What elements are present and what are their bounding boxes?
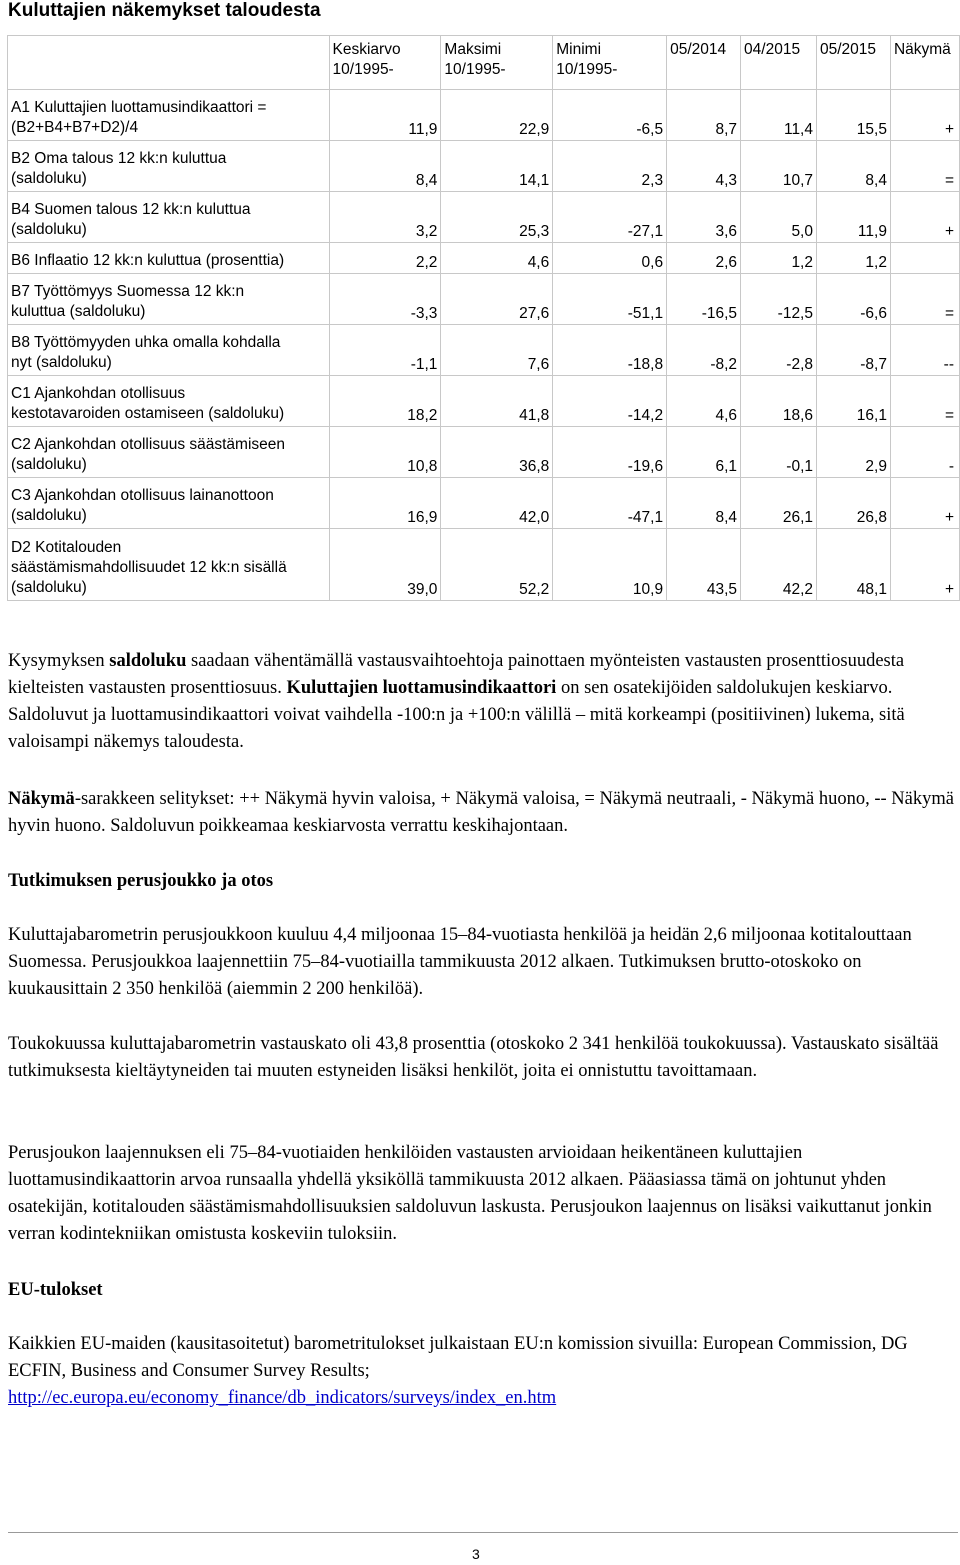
cell-p2: -12,5 [741,274,817,325]
cell-p2: -0,1 [741,427,817,478]
eu-results-link[interactable]: http://ec.europa.eu/economy_finance/db_indicators/surveys/index_en.htm [8,1388,557,1408]
cell-p1: 8,4 [667,478,741,529]
cell-minimi: 10,9 [553,529,667,601]
cell-maksimi: 36,8 [441,427,553,478]
cell-p1: -8,2 [667,325,741,376]
cell-maksimi: 27,6 [441,274,553,325]
nakyma-explanation [8,786,958,840]
footer-divider [8,1532,958,1533]
cell-p3: 16,1 [817,376,891,427]
cell-maksimi: 7,6 [441,325,553,376]
cell-nakyma: = [890,274,959,325]
row-label: B2 Oma talous 12 kk:n kuluttua (saldoluku) [8,141,330,192]
cell-p2: 5,0 [741,192,817,243]
text-span: -sarakkeen selitykset: ++ Näkymä hyvin valoisa, + Näkymä valoisa, = Näkymä neutraali, - Näkymä huono, -- Näkymä hyvin huono. Saldoluvun poikkeamaa keskiarvosta verrattu keskihajontaan. [8,789,954,836]
cell-minimi: -18,8 [553,325,667,376]
text-span: saadaan vähentämällä vastausvaihtoehtoja painottaen myönteisten vastausten prosenttiosuudesta kielteisten vastausten prosenttiosuus. [8,651,905,698]
cell-minimi: -47,1 [553,478,667,529]
cell-minimi: -14,2 [553,376,667,427]
cell-p2: 18,6 [741,376,817,427]
cell-nakyma: = [890,376,959,427]
cell-keskiarvo: 10,8 [329,427,441,478]
table-row [8,192,960,243]
row-label: C3 Ajankohdan otollisuus lainanottoon (saldoluku) [8,478,330,529]
cell-keskiarvo: 2,2 [329,243,441,274]
cell-maksimi: 22,9 [441,90,553,141]
consumer-indicators-table [7,35,960,601]
cell-nakyma [890,243,959,274]
cell-minimi: 0,6 [553,243,667,274]
cell-p1: -16,5 [667,274,741,325]
cell-keskiarvo: -1,1 [329,325,441,376]
cell-maksimi: 42,0 [441,478,553,529]
table-row [8,376,960,427]
cell-p3: 2,9 [817,427,891,478]
table-row [8,243,960,274]
row-label: B7 Työttömyys Suomessa 12 kk:n kuluttua (saldoluku) [8,274,330,325]
cell-p1: 3,6 [667,192,741,243]
cell-maksimi: 41,8 [441,376,553,427]
cell-p3: -6,6 [817,274,891,325]
cell-p3: 48,1 [817,529,891,601]
saldoluku-explanation [8,648,958,756]
cell-maksimi: 52,2 [441,529,553,601]
cell-maksimi: 14,1 [441,141,553,192]
row-label: B4 Suomen talous 12 kk:n kuluttua (saldoluku) [8,192,330,243]
cell-p3: 8,4 [817,141,891,192]
row-label: C1 Ajankohdan otollisuus kestotavaroiden ostamiseen (saldoluku) [8,376,330,427]
cell-maksimi: 4,6 [441,243,553,274]
cell-p1: 2,6 [667,243,741,274]
paragraph-vastauskato: Toukokuussa kuluttajabarometrin vastauskato oli 43,8 prosenttia (otoskoko 2 341 henkilöä toukokuussa). Vastauskato sisältää tutkimuksesta kieltäytyneiden tai muuten estyneiden lisäksi henkilöt, joita ei onnistuttu tavoittamaan. [8,1034,939,1081]
header-keskiarvo: Keskiarvo 10/1995- [329,36,441,90]
table-row [8,478,960,529]
cell-p3: 1,2 [817,243,891,274]
cell-nakyma: + [890,90,959,141]
text-span: Kaikkien EU-maiden (kausitasoitetut) barometritulokset julkaistaan EU:n komission sivuilla: European Commission, DG ECFIN, Business and Consumer Survey Results; [8,1334,908,1381]
header-nakyma: Näkymä [890,36,959,90]
cell-p1: 4,3 [667,141,741,192]
cell-p3: 15,5 [817,90,891,141]
cell-p1: 4,6 [667,376,741,427]
bold-term-indicator: Kuluttajien luottamusindikaattori [286,678,557,698]
cell-keskiarvo: -3,3 [329,274,441,325]
cell-nakyma: - [890,427,959,478]
cell-keskiarvo: 16,9 [329,478,441,529]
header-period-1: 05/2014 [667,36,741,90]
cell-p3: 11,9 [817,192,891,243]
cell-keskiarvo: 3,2 [329,192,441,243]
page-title: Kuluttajien näkemykset taloudesta [8,0,321,21]
table-row [8,427,960,478]
header-period-3: 05/2015 [817,36,891,90]
bold-term-nakyma: Näkymä [8,789,75,809]
text-span: Kysymyksen [8,651,110,671]
cell-p1: 43,5 [667,529,741,601]
paragraph-perusjoukko: Kuluttajabarometrin perusjoukkoon kuuluu 4,4 miljoonaa 15–84-vuotiasta henkilöä ja heidän 2,6 miljoonaa kotitalouttaan Suomessa. Perusjoukkoa laajennettiin 75–84-vuotiailla tammikuusta 2012 alkaen. Tutkimuksen brutto-otoskoko on kuukausittain 2 350 henkilöä (aiemmin 2 200 henkilöä). [8,925,912,999]
paragraph-laajennus: Perusjoukon laajennuksen eli 75–84-vuotiaiden henkilöiden vastausten arvioidaan heikentäneen kuluttajien luottamusindikaattorin arvoa runsaalla yhdellä yksiköllä tammikuusta 2012 alkaen. Pääasiassa tämä on johtunut yhden osatekijän, kotitalouden säästämismahdollisuuksien saldoluvun laskusta. Perusjoukon laajennus on lisäksi vaikuttanut jonkin verran kodintekniikan omistusta koskeviin tuloksiin. [8,1143,932,1244]
table-row [8,529,960,601]
header-maksimi: Maksimi 10/1995- [441,36,553,90]
row-label: A1 Kuluttajien luottamusindikaattori = (B2+B4+B7+D2)/4 [8,90,330,141]
header-period-2: 04/2015 [741,36,817,90]
cell-minimi: -27,1 [553,192,667,243]
row-label: B6 Inflaatio 12 kk:n kuluttua (prosenttia) [8,243,330,274]
cell-keskiarvo: 8,4 [329,141,441,192]
cell-p1: 6,1 [667,427,741,478]
cell-p2: 11,4 [741,90,817,141]
cell-p2: -2,8 [741,325,817,376]
cell-nakyma: = [890,141,959,192]
table-row [8,325,960,376]
cell-nakyma: -- [890,325,959,376]
cell-nakyma: + [890,192,959,243]
cell-p3: -8,7 [817,325,891,376]
table-row [8,274,960,325]
cell-p1: 8,7 [667,90,741,141]
row-label: D2 Kotitalouden säästämismahdollisuudet 12 kk:n sisällä (saldoluku) [8,529,330,601]
page-number: 3 [472,1546,480,1562]
cell-minimi: -51,1 [553,274,667,325]
text-span: on sen osatekijöiden saldolukujen keskiarvo. Saldoluvut ja luottamusindikaattori voivat vaihdella -100:n ja +100:n välillä – mitä korkeampi (positiivinen) lukema, sitä valoisampi näkemys taloudesta. [8,678,905,752]
cell-p3: 26,8 [817,478,891,529]
cell-keskiarvo: 11,9 [329,90,441,141]
table-header-row [8,36,960,90]
cell-keskiarvo: 18,2 [329,376,441,427]
header-empty [8,36,330,90]
cell-minimi: -19,6 [553,427,667,478]
table-row [8,141,960,192]
row-label: B8 Työttömyyden uhka omalla kohdalla nyt (saldoluku) [8,325,330,376]
header-minimi: Minimi 10/1995- [553,36,667,90]
section-heading-perusjoukko: Tutkimuksen perusjoukko ja otos [8,871,274,891]
cell-p2: 10,7 [741,141,817,192]
section-heading-eu: EU-tulokset [8,1280,103,1300]
cell-minimi: 2,3 [553,141,667,192]
cell-nakyma: + [890,529,959,601]
cell-minimi: -6,5 [553,90,667,141]
bold-term-saldoluku: saldoluku [109,651,187,671]
table-row [8,90,960,141]
cell-keskiarvo: 39,0 [329,529,441,601]
cell-nakyma: + [890,478,959,529]
row-label: C2 Ajankohdan otollisuus säästämiseen (saldoluku) [8,427,330,478]
cell-p2: 1,2 [741,243,817,274]
paragraph-eu [8,1331,958,1412]
cell-p2: 26,1 [741,478,817,529]
cell-p2: 42,2 [741,529,817,601]
cell-maksimi: 25,3 [441,192,553,243]
